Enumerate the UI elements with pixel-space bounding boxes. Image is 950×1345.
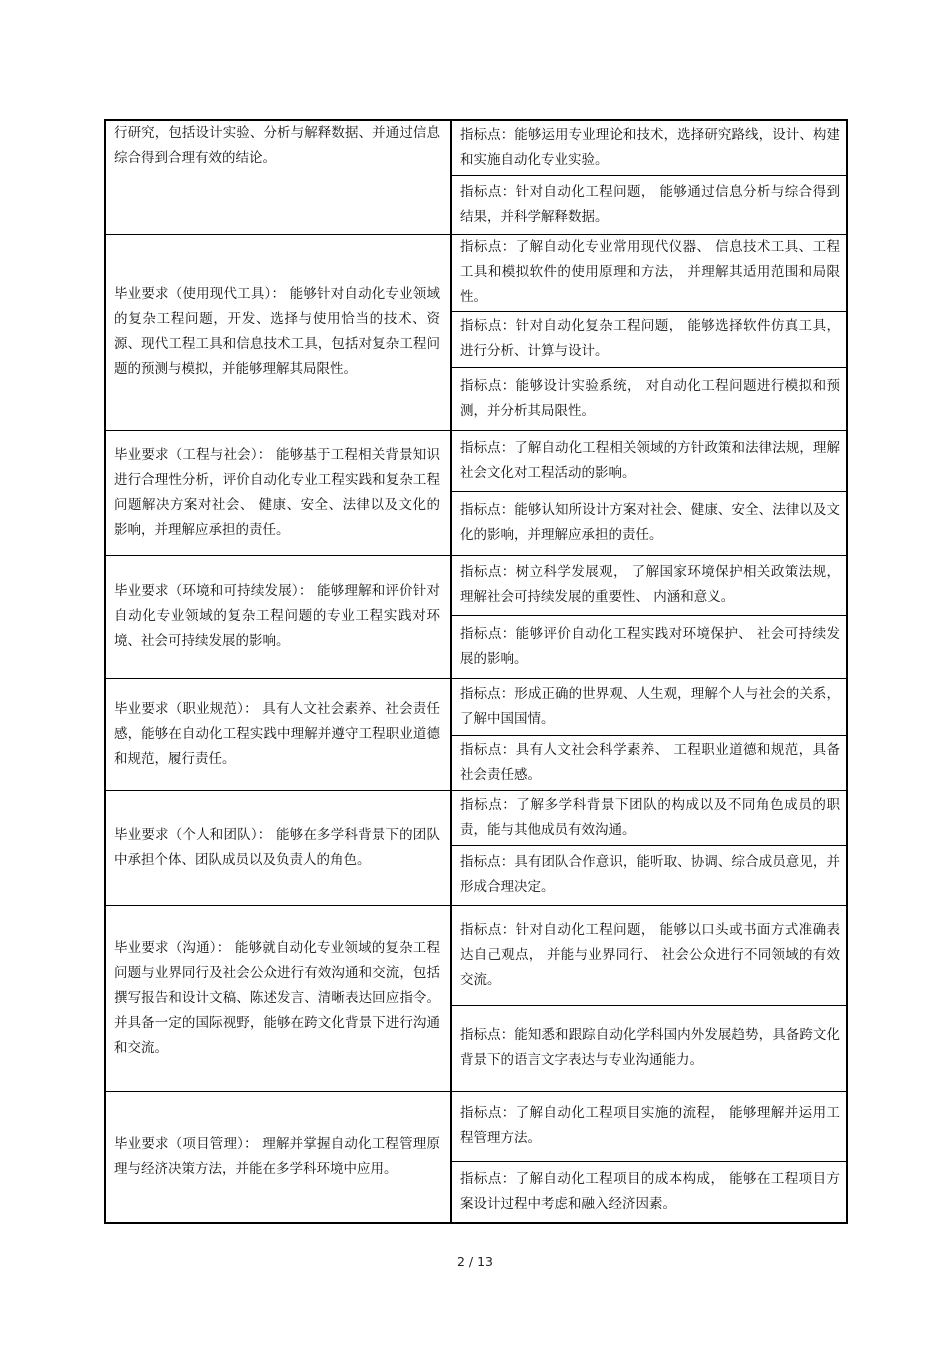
indicator-cell — [451, 845, 847, 905]
indicator-cell — [451, 491, 847, 555]
table-row — [105, 790, 847, 845]
indicator-cell — [451, 790, 847, 845]
table-row — [105, 555, 847, 615]
requirement-text: 毕业要求（个人和团队）： 能够在多学科背景下的团队中承担个体、团队成员以及负责人的角色。 — [114, 826, 440, 868]
indicator-cell — [451, 1161, 847, 1223]
requirement-cell — [105, 1091, 451, 1223]
indicator-text: 指标点：形成正确的世界观、人生观，理解个人与社会的关系，了解中国国情。 — [460, 685, 840, 727]
indicator-cell — [451, 905, 847, 1005]
requirement-text: 毕业要求（环境和可持续发展）： 能够理解和评价针对自动化专业领域的复杂工程问题的专业工程实践对环境、社会可持续发展的影响。 — [114, 583, 440, 649]
requirement-text: 毕业要求（沟通）： 能够就自动化专业领域的复杂工程问题与业界同行及社会公众进行有效沟通和交流，包括撰写报告和设计文稿、陈述发言、清晰表达回应指令。并具备一定的国际视野，能够在跨文化背景下进行沟通和交流。 — [114, 939, 440, 1056]
indicator-cell — [451, 678, 847, 735]
indicator-cell — [451, 311, 847, 367]
indicator-cell — [451, 555, 847, 615]
requirement-text: 毕业要求（项目管理）： 理解并掌握自动化工程管理原理与经济决策方法，并能在多学科环境中应用。 — [114, 1135, 440, 1177]
requirement-text: 行研究，包括设计实验、分析与解释数据、并通过信息综合得到合理有效的结论。 — [114, 125, 440, 166]
indicator-text: 指标点：能知悉和跟踪自动化学科国内外发展趋势，具备跨文化背景下的语言文字表达与专业沟通能力。 — [460, 1027, 840, 1068]
indicator-text: 指标点：能够设计实验系统， 对自动化工程问题进行模拟和预测，并分析其局限性。 — [460, 377, 840, 419]
indicator-text: 指标点：了解多学科背景下团队的构成以及不同角色成员的职责，能与其他成员有效沟通。 — [460, 796, 840, 838]
requirement-cell — [105, 905, 451, 1091]
indicator-cell — [451, 1091, 847, 1161]
indicator-text: 指标点：针对自动化工程问题， 能够通过信息分析与综合得到结果，并科学解释数据。 — [460, 183, 840, 225]
requirement-cell — [105, 120, 451, 234]
table-row — [105, 120, 847, 175]
indicator-text: 指标点：了解自动化专业常用现代仪器、 信息技术工具、工程工具和模拟软件的使用原理和方法， 并理解其适用范围和局限性。 — [460, 239, 840, 305]
requirement-text: 毕业要求（职业规范）： 具有人文社会素养、社会责任感，能够在自动化工程实践中理解并遵守工程职业道德和规范，履行责任。 — [114, 700, 440, 767]
requirement-cell — [105, 234, 451, 430]
requirements-table — [104, 119, 848, 1224]
indicator-text: 指标点：能够认知所设计方案对社会、健康、安全、法律以及文化的影响，并理解应承担的责任。 — [460, 502, 840, 543]
indicator-text: 指标点：能够评价自动化工程实践对环境保护、 社会可持续发展的影响。 — [460, 625, 840, 667]
table-row — [105, 1091, 847, 1161]
indicator-text: 指标点：具有人文社会科学素养、 工程职业道德和规范，具备社会责任感。 — [460, 741, 840, 783]
requirement-cell — [105, 790, 451, 905]
requirement-text: 毕业要求（工程与社会）： 能够基于工程相关背景知识进行合理性分析，评价自动化专业工程实践和复杂工程问题解决方案对社会、 健康、安全、法律以及文化的影响，并理解应承担的责任。 — [114, 446, 440, 538]
indicator-text: 指标点：针对自动化工程问题， 能够以口头或书面方式准确表达自己观点， 并能与业界同行、 社会公众进行不同领域的有效交流。 — [460, 921, 840, 988]
requirement-cell — [105, 430, 451, 555]
requirement-cell — [105, 555, 451, 678]
indicator-cell — [451, 430, 847, 491]
indicator-text: 指标点：具有团队合作意识，能听取、协调、综合成员意见，并形成合理决定。 — [460, 854, 840, 895]
indicator-cell — [451, 175, 847, 234]
indicator-text: 指标点：能够运用专业理论和技术，选择研究路线，设计、构建和实施自动化专业实验。 — [460, 126, 840, 168]
page-number: 2 / 13 — [456, 1254, 494, 1269]
indicator-cell — [451, 234, 847, 311]
indicator-text: 指标点：针对自动化复杂工程问题， 能够选择软件仿真工具，进行分析、计算与设计。 — [460, 318, 840, 359]
indicator-cell — [451, 615, 847, 678]
table-row — [105, 234, 847, 311]
indicator-cell — [451, 120, 847, 175]
indicator-cell — [451, 367, 847, 430]
table-row — [105, 430, 847, 491]
indicator-text: 指标点：了解自动化工程项目的成本构成， 能够在工程项目方案设计过程中考虑和融入经济因素。 — [460, 1170, 840, 1212]
indicator-text: 指标点：树立科学发展观， 了解国家环境保护相关政策法规，理解社会可持续发展的重要性、 内涵和意义。 — [460, 564, 840, 605]
indicator-text: 指标点：了解自动化工程项目实施的流程， 能够理解并运用工程管理方法。 — [460, 1105, 840, 1146]
requirement-cell — [105, 678, 451, 790]
table-row — [105, 905, 847, 1005]
indicator-cell — [451, 1005, 847, 1091]
indicator-cell — [451, 735, 847, 790]
table-row — [105, 678, 847, 735]
indicator-text: 指标点：了解自动化工程相关领域的方针政策和法律法规，理解社会文化对工程活动的影响。 — [460, 439, 840, 481]
requirement-text: 毕业要求（使用现代工具）： 能够针对自动化专业领域的复杂工程问题，开发、选择与使用恰当的技术、资源、现代工程工具和信息技术工具，包括对复杂工程问题的预测与模拟，并能够理解其局限性。 — [114, 286, 440, 377]
